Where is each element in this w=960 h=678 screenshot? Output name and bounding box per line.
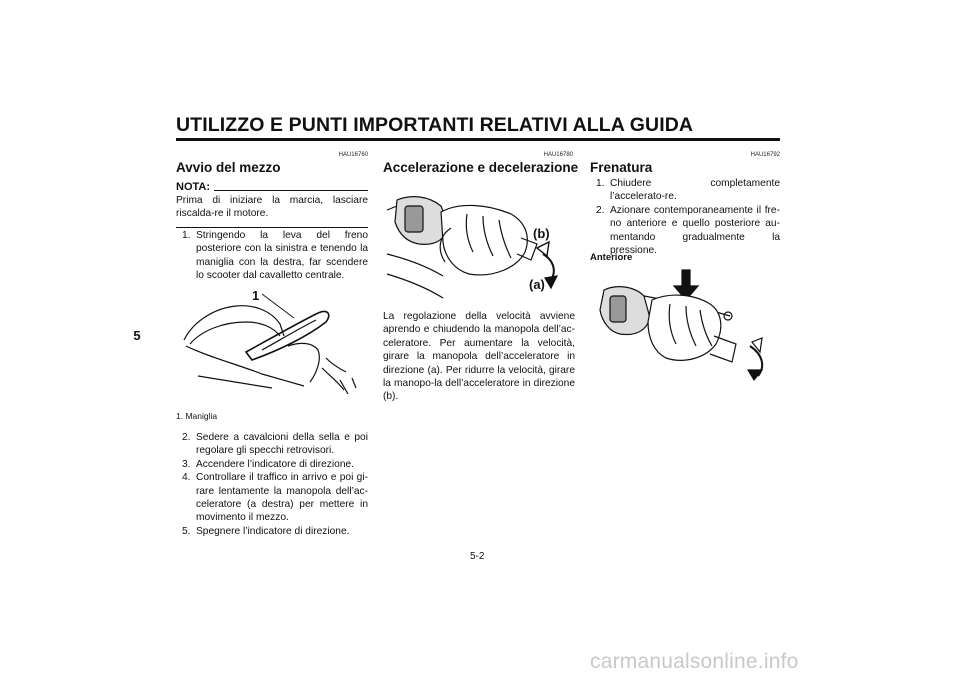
step-item [590,204,780,258]
watermark-text: carmanualsonline.info [590,650,799,673]
step-item [176,471,368,525]
section-code: HAU16760 [338,152,368,158]
section-title-braking: Frenatura [590,160,653,175]
step-text: Chiudere completamente l’accelerato-re. [610,178,780,203]
step-text: Accendere l’indicatore di direzione. [196,458,354,470]
nota-text: Prima di iniziare la marcia, lasciare riscalda-re il motore. [176,195,368,220]
nota-block [176,181,368,228]
step-item [176,229,368,283]
direction-label-b: (b) [533,226,550,241]
figure-subhead-front: Anteriore [590,252,633,263]
figure-callout-1: 1 [252,288,260,303]
page-number: 5-2 [470,551,485,562]
steps-list-start [176,229,368,283]
step-number: 5. [182,525,191,537]
header-rule [176,138,780,141]
step-text: Sedere a cavalcioni della sella e poi regolare gli specchi retrovisori. [196,432,368,457]
step-item [176,431,368,458]
page-header-title: UTILIZZO E PUNTI IMPORTANTI RELATIVI ALLA GUIDA [176,114,694,136]
step-item [176,458,368,471]
step-text: Spegnere l’indicatore di direzione. [196,525,350,537]
grab-handle-illustration [176,284,368,406]
front-brake-illustration [590,266,780,386]
step-item [176,525,368,538]
step-text: Stringendo la leva del freno posteriore con la sinistra e tenendo la maniglia con la destra, far scendere lo scooter dal cavalletto centrale. [196,230,368,282]
step-number: 2. [182,432,191,443]
section-code: HAU16792 [750,152,780,158]
direction-label-a: (a) [529,277,545,292]
step-number: 2. [596,204,605,216]
step-number: 4. [182,472,191,484]
step-number: 1. [596,178,605,189]
step-number: 3. [182,458,191,470]
section-title-throttle: Accelerazione e decelerazione [383,160,579,175]
step-item [590,177,780,204]
chapter-tab: 5 [133,328,141,343]
step-text: Controllare il traffico in arrivo e poi gi-rare lentamente la manopola dell’ac-celeratore (a destra) per mettere in movimento il mezzo. [196,472,368,524]
nota-bottom-rule [176,227,368,228]
throttle-paragraph: La regolazione della velocità avviene aprendo e chiudendo la manopola dell’ac-celeratore. Per aumentare la velocità, girare la manopola dell’acceleratore in direzione (a). Per ridurre la velocità, girare la manopo-la dell’acceleratore in direzione (b). [383,311,575,403]
nota-label: NOTA: [176,181,211,193]
steps-list-braking [590,177,780,257]
nota-rule [214,190,368,191]
step-number: 1. [182,230,191,241]
figure-caption: 1. Maniglia [176,411,218,421]
steps-list-continue [176,431,368,538]
section-code: HAU16780 [543,152,573,158]
section-title-start: Avvio del mezzo [176,160,281,175]
step-text: Azionare contemporaneamente il fre-no anteriore e quello posteriore au-mentando gradualmente la pressione. [610,204,780,257]
throttle-grip-illustration [383,184,575,300]
